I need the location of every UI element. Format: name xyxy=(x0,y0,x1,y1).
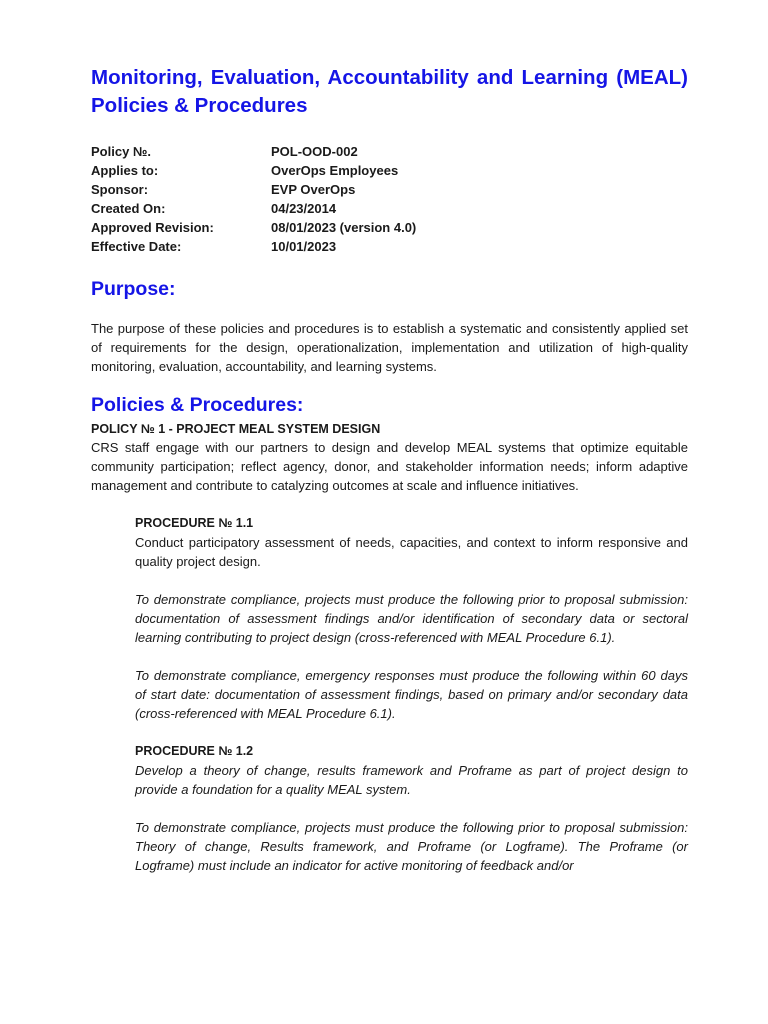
policy-1-heading: POLICY № 1 - PROJECT MEAL SYSTEM DESIGN xyxy=(91,422,381,436)
meta-row-approved-revision xyxy=(91,218,688,237)
meta-key: Policy №. xyxy=(91,144,152,159)
meta-key: Effective Date: xyxy=(91,239,182,254)
procedure-1-1 xyxy=(135,514,688,723)
meta-key: Approved Revision: xyxy=(91,220,214,235)
procedure-1-1-text: Conduct participatory assessment of needs, capacities, and context to inform responsive and quality project design. xyxy=(135,535,688,569)
policies-heading: Policies & Procedures: xyxy=(91,394,304,416)
policy-metadata xyxy=(91,142,688,256)
meta-value: 10/01/2023 xyxy=(271,239,337,254)
procedure-1-1-compliance-projects: To demonstrate compliance, projects must produce the following prior to proposal submission: documentation of assessment findings and/or identification of secondary data or sectoral learning contributing to project design (cross-referenced with MEAL Procedure 6.1). xyxy=(135,592,688,645)
meta-row-sponsor xyxy=(91,180,688,199)
meta-row-created-on xyxy=(91,199,688,218)
policy-1-text: CRS staff engage with our partners to design and develop MEAL systems that optimize equitable community participation; reflect agency, donor, and stakeholder information needs; inform adaptive management and contribute to catalyzing outcomes at scale and influence initiatives. xyxy=(91,440,688,493)
meta-row-applies-to xyxy=(91,161,688,180)
meta-value: EVP OverOps xyxy=(271,182,356,197)
meta-key: Created On: xyxy=(91,201,166,216)
purpose-heading: Purpose: xyxy=(91,278,176,300)
meta-value: POL-OOD-002 xyxy=(271,144,358,159)
meta-value: OverOps Employees xyxy=(271,163,399,178)
meta-key: Applies to: xyxy=(91,163,159,178)
meta-value: 04/23/2014 xyxy=(271,201,337,216)
document-title: Monitoring, Evaluation, Accountability and Learning (MEAL) Policies & Procedures xyxy=(91,66,688,117)
procedure-1-1-heading: PROCEDURE № 1.1 xyxy=(135,516,254,530)
procedure-1-2-compliance-projects: To demonstrate compliance, projects must produce the following prior to proposal submission: Theory of change, Results framework, and Proframe (or Logframe). The Proframe (or Logframe) must include an indicator for active monitoring of feedback and/or xyxy=(135,820,688,873)
procedure-1-2-heading: PROCEDURE № 1.2 xyxy=(135,744,254,758)
meta-row-effective-date xyxy=(91,237,688,256)
meta-row-policy-no xyxy=(91,142,688,161)
procedure-1-2 xyxy=(135,742,688,875)
purpose-text: The purpose of these policies and procedures is to establish a systematic and consistently applied set of requirements for the design, operationalization, implementation and utilization of high-quality monitoring, evaluation, accountability, and learning systems. xyxy=(91,321,688,374)
meta-key: Sponsor: xyxy=(91,182,149,197)
procedure-1-2-text: Develop a theory of change, results framework and Proframe as part of project design to provide a foundation for a quality MEAL system. xyxy=(135,763,688,797)
meta-value: 08/01/2023 (version 4.0) xyxy=(271,220,417,235)
procedure-1-1-compliance-emergency: To demonstrate compliance, emergency responses must produce the following within 60 days of start date: documentation of assessment findings, based on primary and/or secondary data (cross-referenced with MEAL Procedure 6.1). xyxy=(135,668,688,721)
